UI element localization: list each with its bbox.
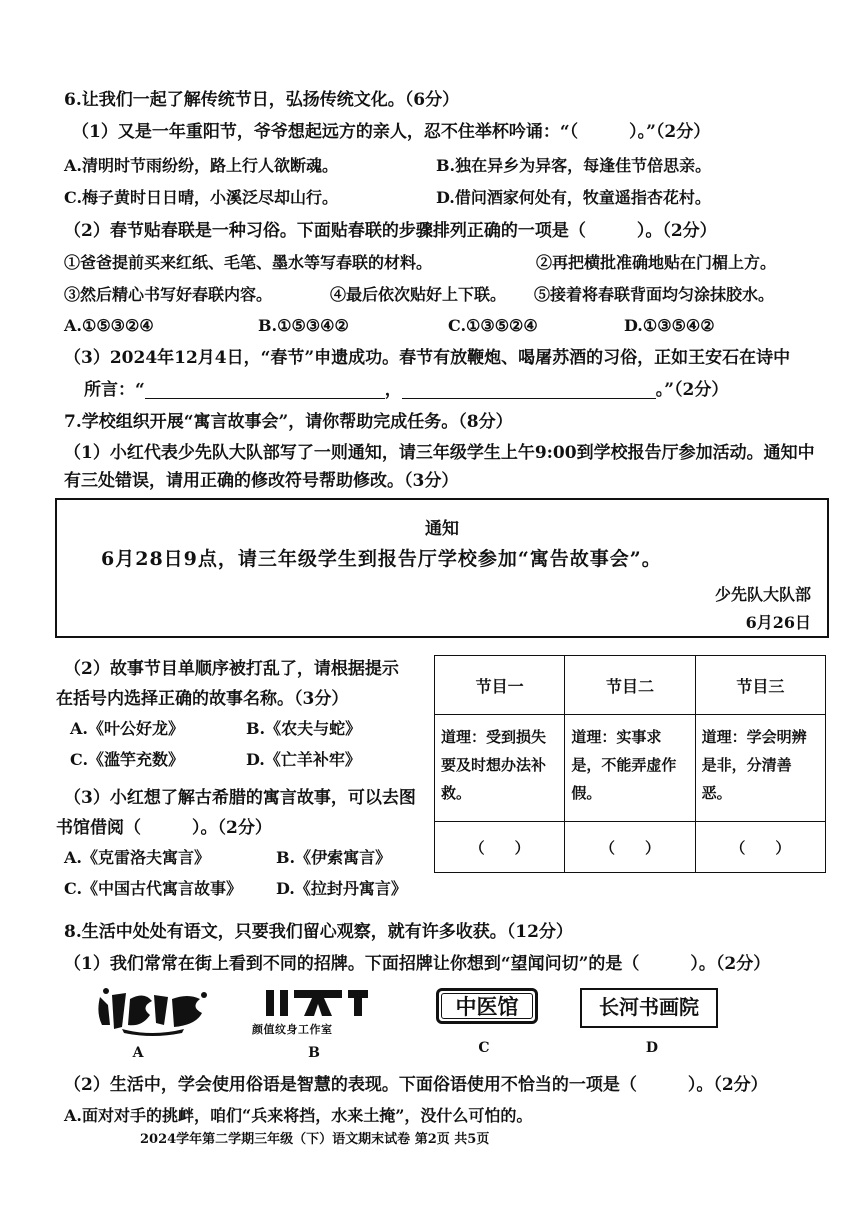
q6-p2-option-d: D.①③⑤④② xyxy=(624,316,715,335)
q6-p3-blank-1[interactable] xyxy=(145,380,385,399)
q7-p2-line2: 在括号内选择正确的故事名称。（3分） xyxy=(56,689,349,709)
q8-title: 8.生活中处处有语文，只要我们留心观察，就有许多收获。（12分） xyxy=(64,922,573,942)
q6-p2-step-2: ②再把横批准确地贴在门楣上方。 xyxy=(536,253,777,272)
q7-title: 7.学校组织开展“寓言故事会”，请你帮助完成任务。（8分） xyxy=(64,412,513,432)
notice-title: 通知 xyxy=(425,519,459,539)
q6-p3-prefix: 所言：“ xyxy=(84,380,145,400)
q6-p1-option-c: C.梅子黄时日日晴，小溪泛尽却山行。 xyxy=(64,188,339,207)
program-reason-2: 道理：实事求是，不能弄虚作假。 xyxy=(565,715,695,822)
q6-p1-option-b: B.独在异乡为异客，每逢佳节倍思亲。 xyxy=(436,156,712,175)
page-footer: 2024学年第二学期三年级（下）语文期末试卷 第2页 共5页 xyxy=(140,1132,490,1147)
program-reason-1: 道理：受到损失要及时想办法补救。 xyxy=(435,715,565,822)
program-answer-2[interactable]: （ ） xyxy=(565,822,695,873)
program-header-1: 节目一 xyxy=(435,656,565,715)
q6-p2-option-b: B.①⑤③④② xyxy=(258,316,349,335)
q6-p2-step-3: ③然后精心书写好春联内容。 xyxy=(64,285,273,304)
q6-p3-blank-2[interactable] xyxy=(402,380,656,399)
q8-p2-stem: （2）生活中，学会使用俗语是智慧的表现。下面俗语使用不恰当的一项是（ ）。（2分） xyxy=(64,1075,768,1095)
q6-p2-stem: （2）春节贴春联是一种习俗。下面贴春联的步骤排列正确的一项是（ ）。（2分） xyxy=(64,221,717,241)
q7-p2-option-d: D.《亡羊补牢》 xyxy=(246,750,361,769)
sign-b-tattoo-logo[interactable] xyxy=(258,986,376,1020)
q7-p3-option-a: A.《克雷洛夫寓言》 xyxy=(64,848,210,867)
q6-p2-step-1: ①爸爸提前买来红纸、毛笔、墨水等写春联的材料。 xyxy=(64,253,433,272)
sign-b-label: B xyxy=(308,1045,320,1061)
q6-p3-stem: （3）2024年12月4日，“春节”申遗成功。春节有放鞭炮、喝屠苏酒的习俗，正如王安石在诗中 xyxy=(64,348,791,368)
q6-title: 6.让我们一起了解传统节日，弘扬传统文化。（6分） xyxy=(64,90,460,110)
q8-p2-option-a: A.面对对手的挑衅，咱们“兵来将挡，水来土掩”，没什么可怕的。 xyxy=(64,1106,533,1125)
q7-p3-option-c: C.《中国古代寓言故事》 xyxy=(64,879,243,898)
q6-p2-option-c: C.①③⑤②④ xyxy=(448,316,538,335)
q7-p2-option-c: C.《滥竽充数》 xyxy=(70,750,185,769)
program-header-3: 节目三 xyxy=(695,656,825,715)
q6-p2-option-a: A.①⑤③②④ xyxy=(64,316,154,335)
sign-d-box[interactable]: 长河书画院 xyxy=(580,988,718,1028)
q6-p1-stem: （1）又是一年重阳节，爷爷想起远方的亲人，忍不住举杯吟诵：“（ ）。”（2分） xyxy=(72,122,711,142)
sign-c-label: C xyxy=(478,1040,490,1056)
sign-c-box[interactable] xyxy=(436,988,538,1024)
program-answer-3[interactable]: （ ） xyxy=(695,822,825,873)
q6-p2-step-5: ⑤接着将春联背面均匀涂抹胶水。 xyxy=(534,285,775,304)
q6-p1-option-d: D.借问酒家何处有，牧童遥指杏花村。 xyxy=(436,188,711,207)
q6-p3-comma: ， xyxy=(384,380,402,400)
q7-p3-line1: （3）小红想了解古希腊的寓言故事，可以去图 xyxy=(64,788,416,808)
program-answer-1[interactable]: （ ） xyxy=(435,822,565,873)
q7-p2-option-a: A.《叶公好龙》 xyxy=(70,719,184,738)
q6-p3-fill-line xyxy=(84,378,728,402)
q6-p2-step-4: ④最后依次贴好上下联。 xyxy=(330,285,507,304)
notice-signature: 少先队大队部 xyxy=(714,585,811,604)
notice-body: 6月28日9点，请三年级学生到报告厅学校参加“寓告故事会”。 xyxy=(101,548,662,570)
q7-p1-line1: （1）小红代表少先队大队部写了一则通知，请三年级学生上午9:00到学校报告厅参加活动。通知中 xyxy=(64,443,815,463)
sign-d-label: D xyxy=(645,1040,659,1056)
program-header-2: 节目二 xyxy=(565,656,695,715)
q7-p2-line1: （2）故事节目单顺序被打乱了，请根据提示 xyxy=(64,659,399,679)
q7-p3-option-b: B.《伊索寓言》 xyxy=(276,848,392,867)
sign-a-label: A xyxy=(132,1045,144,1061)
q7-p1-line2: 有三处错误，请用正确的修改符号帮助修改。（3分） xyxy=(64,471,459,491)
q7-p3-line2: 书馆借阅（ ）。（2分） xyxy=(56,818,272,838)
sign-c-text: 中医馆 xyxy=(441,993,533,1019)
notice-box xyxy=(55,498,829,638)
program-table xyxy=(434,655,826,873)
sign-a-graffiti-logo[interactable] xyxy=(92,985,214,1039)
sign-b-subtitle: 颜值纹身工作室 xyxy=(252,1023,333,1036)
program-reason-3: 道理：学会明辨是非，分清善恶。 xyxy=(695,715,825,822)
notice-date: 6月26日 xyxy=(745,613,811,632)
q8-p1-stem: （1）我们常常在街上看到不同的招牌。下面招牌让你想到“望闻问切”的是（ ）。（2分） xyxy=(64,954,771,974)
q7-p3-option-d: D.《拉封丹寓言》 xyxy=(276,879,407,898)
q6-p1-option-a: A.清明时节雨纷纷，路上行人欲断魂。 xyxy=(64,156,338,175)
q6-p3-suffix: 。”（2分） xyxy=(655,380,729,400)
q7-p2-option-b: B.《农夫与蛇》 xyxy=(246,719,362,738)
